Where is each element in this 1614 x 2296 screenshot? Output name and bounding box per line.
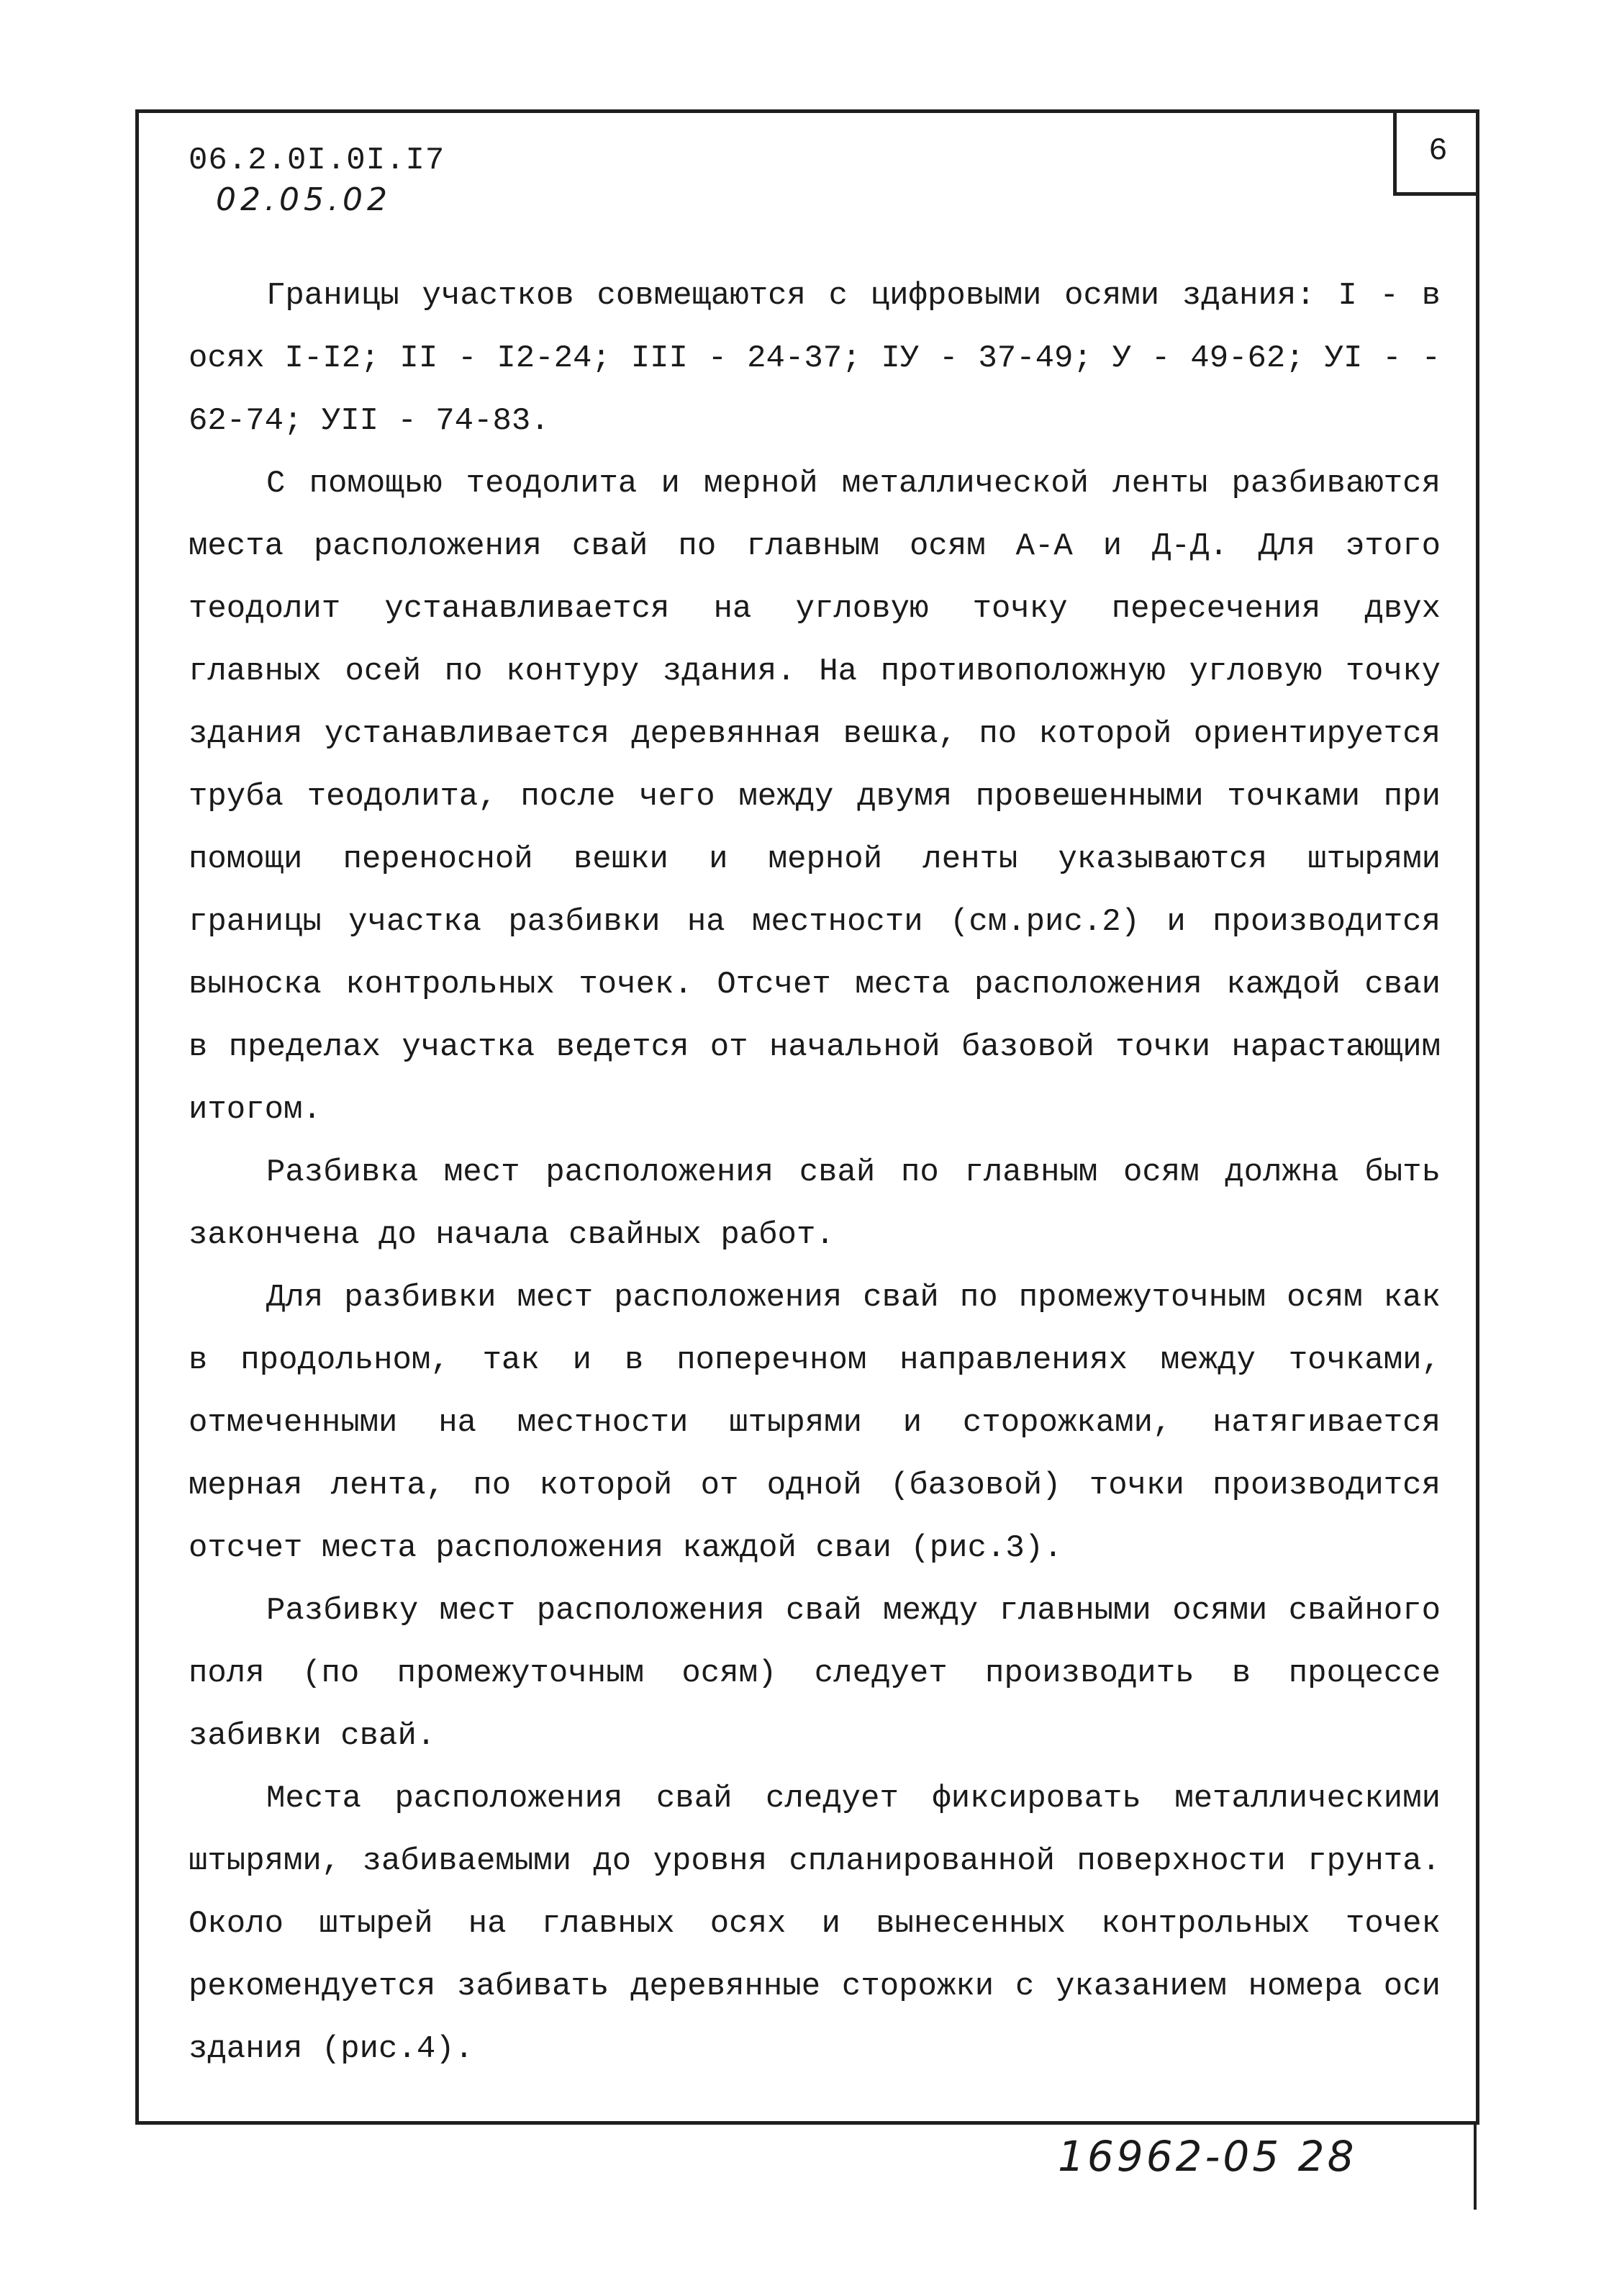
handwritten-footer-number: 16962-05 28	[1058, 2132, 1357, 2181]
document-code: 06.2.0I.0I.I7	[189, 143, 445, 178]
paragraph: Места расположения свай следует фиксировать металлическими штырями, забиваемыми до уровня спланированной поверхности грунта. Около штырей на главных осях и вынесенных контрольных точек рекомендуется забивать деревянные сторожки с указанием номера оси здания (рис.4).	[189, 1781, 1441, 2067]
paragraph: С помощью теодолита и мерной металлической ленты разбиваются места расположения свай по главным осям А-А и Д-Д. Для этого теодолит устанавливается на угловую точку пересечения двух главных осей по контуру здания. На противоположную угловую точку здания устанавливается деревянная вешка, по которой ориентируется труба теодолита, после чего между двумя провешенными точками при помощи переносной вешки и мерной ленты указываются штырями границы участка разбивки на местности (см.рис.2) и производится выноска контрольных точек. Отсчет места расположения каждой сваи в пределах участка ведется от начальной базовой точки нарастающим итогом.	[189, 466, 1441, 1128]
paragraph: Для разбивки мест расположения свай по промежуточным осям как в продольном, так и в поперечном направлениях между точками, отмеченными на местности штырями и сторожками, натягивается мерная лента, по которой от одной (базовой) точки производится отсчет места расположения каждой сваи (рис.3).	[189, 1280, 1441, 1566]
document-date-handwritten: 02.05.02	[216, 181, 391, 218]
margin-line	[1474, 2123, 1477, 2210]
paragraph: Границы участков совмещаются с цифровыми осями здания: I - в осях I-I2; II - I2-24; III - 24-37; IУ - 37-49; У - 49-62; УI - - 62-74; УII - 74-83.	[189, 278, 1441, 439]
paragraph: Разбивку мест расположения свай между главными осями свайного поля (по промежуточным осям) следует производить в процессе забивки свай.	[189, 1593, 1441, 1754]
paragraph: Разбивка мест расположения свай по главным осям должна быть закончена до начала свайных работ.	[189, 1154, 1441, 1253]
page-number-box	[1393, 109, 1479, 196]
document-body	[189, 265, 1441, 2081]
page-number: 6	[1428, 132, 1448, 169]
